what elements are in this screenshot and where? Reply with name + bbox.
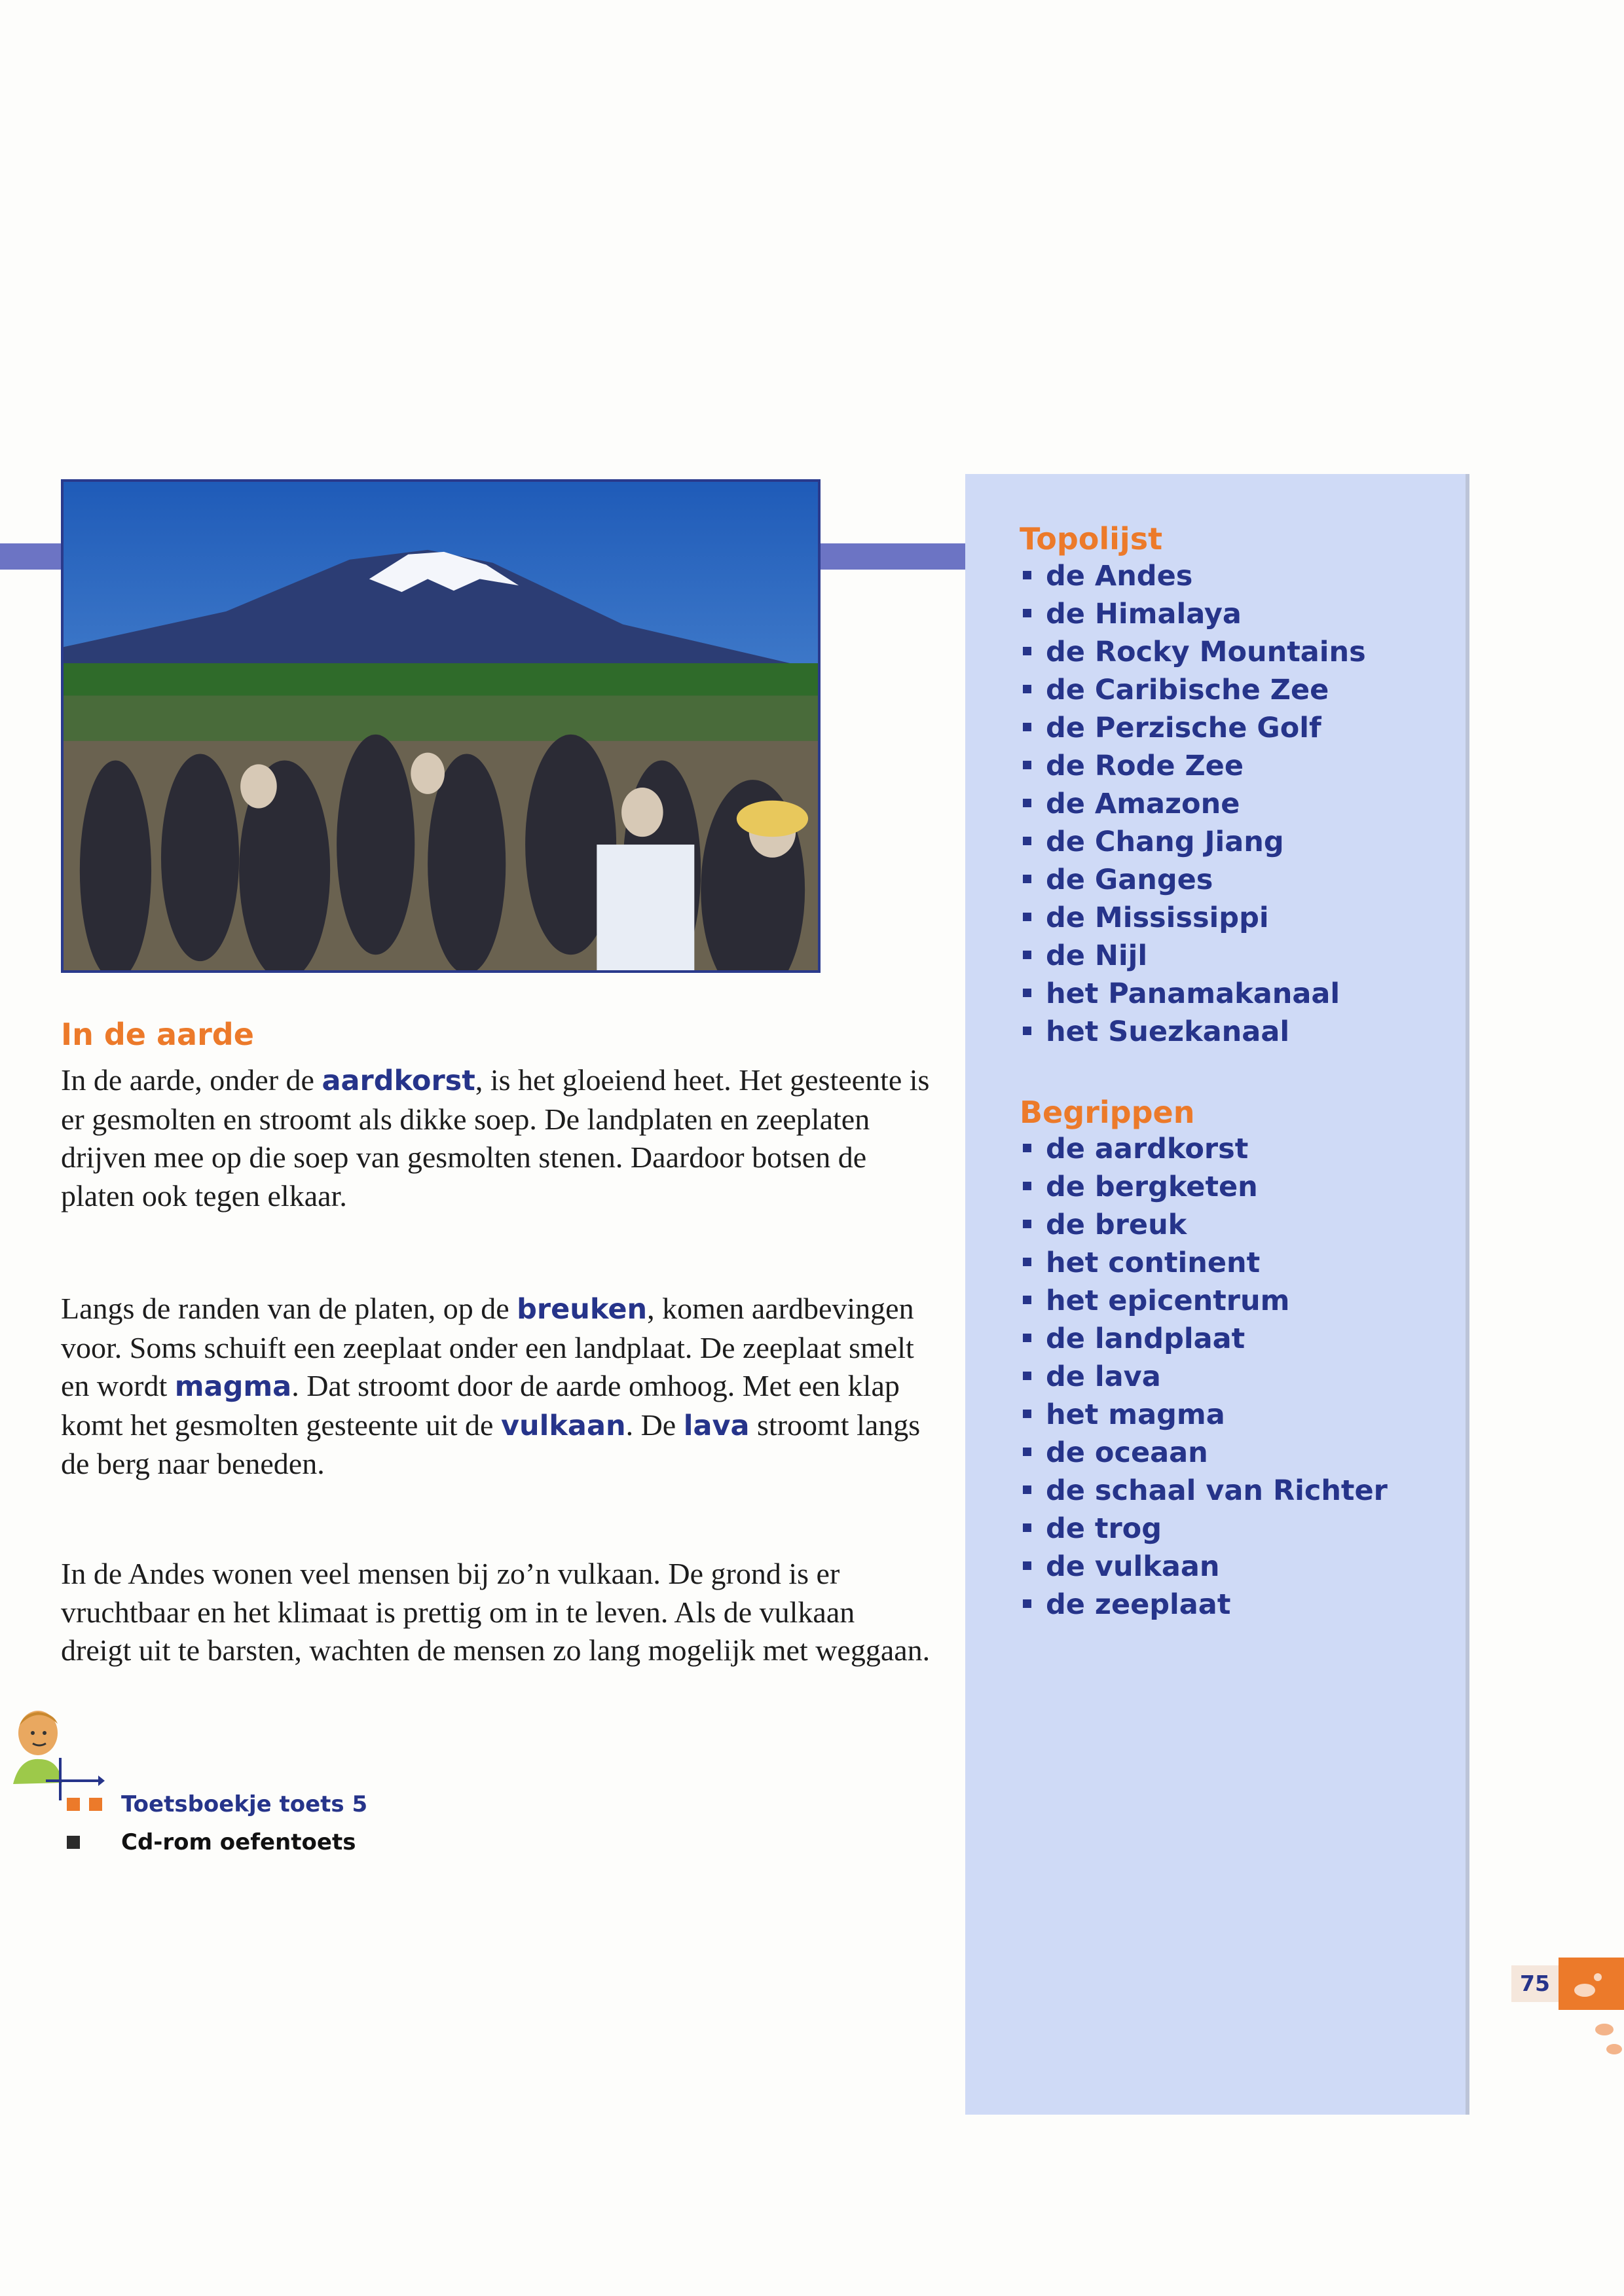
volcano-photo-illustration (64, 482, 818, 970)
list-item: de Rocky Mountains (1023, 633, 1366, 671)
volcano-photo (61, 479, 821, 973)
page-number: 75 (1511, 1965, 1559, 2002)
list-item: de trog (1023, 1510, 1388, 1548)
list-item: de Ganges (1023, 861, 1366, 899)
reference-toetsboekje[interactable]: Toetsboekje toets 5 (121, 1791, 368, 1817)
header-band-right (821, 543, 965, 570)
list-item: de Rode Zee (1023, 747, 1366, 785)
paragraph-2-text-e: stroomt langs de berg naar beneden. (61, 1408, 921, 1480)
bullet-icon (1023, 1599, 1031, 1608)
list-item: de Caribische Zee (1023, 671, 1366, 709)
header-band-left (0, 543, 61, 570)
keyword-magma: magma (174, 1370, 292, 1403)
reference-cdrom[interactable]: Cd-rom oefentoets (121, 1829, 356, 1855)
paragraph-1-text-a: In de aarde, onder de (61, 1063, 322, 1097)
paragraph-2 (61, 1290, 932, 1484)
paragraph-2-text-b: , komen aardbevingen voor. Soms schuift een zeeplaat onder een landplaat. De zeeplaat smelt en wordt (61, 1292, 914, 1402)
list-item: de zeeplaat (1023, 1586, 1388, 1624)
list-item: het Suezkanaal (1023, 1013, 1366, 1051)
keyword-aardkorst: aardkorst (322, 1065, 475, 1097)
keyword-lava: lava (683, 1409, 750, 1442)
bullet-icon (1023, 1561, 1031, 1570)
paragraph-3: In de Andes wonen veel mensen bij zo’n vulkaan. De grond is er vruchtbaar en het klimaat is prettig om in te leven. Als de vulkaan dreigt uit te barsten, wachten de mensen zo lang mogelijk met weggaan. (61, 1557, 931, 1667)
list-item: de aardkorst (1023, 1130, 1388, 1168)
bullet-icon (1023, 1027, 1031, 1035)
bullet-icon (1023, 571, 1031, 579)
keyword-breuken: breuken (517, 1293, 648, 1326)
bullet-icon (1023, 951, 1031, 959)
bullet-icon (1023, 799, 1031, 807)
list-item: de Andes (1023, 557, 1366, 595)
bullet-icon (1023, 875, 1031, 883)
orange-square-icon (89, 1798, 102, 1811)
bullet-icon (1023, 1144, 1031, 1152)
section-title: In de aarde (61, 1017, 254, 1052)
list-item: het continent (1023, 1244, 1388, 1282)
list-item: de breuk (1023, 1206, 1388, 1244)
list-item: de Perzische Golf (1023, 709, 1366, 747)
list-item: het epicentrum (1023, 1282, 1388, 1320)
bullet-icon (1023, 1448, 1031, 1456)
paragraph-2-text-d: . De (625, 1408, 684, 1442)
sidebar-panel (965, 474, 1466, 2115)
bullet-icon (1023, 989, 1031, 997)
paragraph-1-text-b: , is het gloeiend heet. Het gesteente is er gesmolten en stroomt als dikke soep. De landplaten en zeeplaten drijven mee op die soep van gesmolten stenen. Daardoor botsen de platen ook tegen elkaar. (61, 1063, 930, 1212)
paragraph-1 (61, 1061, 932, 1215)
bullet-icon (1023, 837, 1031, 845)
orange-square-icon (67, 1798, 80, 1811)
bullet-icon (1023, 609, 1031, 617)
bullet-icon (1023, 1372, 1031, 1380)
list-item: de Nijl (1023, 937, 1366, 975)
list-item: de Mississippi (1023, 899, 1366, 937)
list-item: de Amazone (1023, 785, 1366, 823)
list-item: de bergketen (1023, 1168, 1388, 1206)
list-item: de schaal van Richter (1023, 1472, 1388, 1510)
paragraph-2-text-c: . Dat stroomt door de aarde omhoog. Met een klap komt het gesmolten gesteente uit de (61, 1369, 900, 1442)
bullet-icon (1023, 913, 1031, 921)
begrippen-title: Begrippen (1020, 1095, 1195, 1130)
list-item: de landplaat (1023, 1320, 1388, 1358)
bullet-icon (1023, 1220, 1031, 1228)
bullet-icon (1023, 1410, 1031, 1418)
list-item: de lava (1023, 1358, 1388, 1396)
list-item: de Chang Jiang (1023, 823, 1366, 861)
list-item: het magma (1023, 1396, 1388, 1434)
list-item: de Himalaya (1023, 595, 1366, 633)
student-pointing-icon (7, 1705, 105, 1804)
topolijst-list (1023, 557, 1366, 1051)
list-item: de vulkaan (1023, 1548, 1388, 1586)
bullet-icon (1023, 761, 1031, 769)
bullet-icon (1023, 647, 1031, 655)
footprint-icon (1559, 1958, 1624, 2069)
list-item: het Panamakanaal (1023, 975, 1366, 1013)
list-item: de oceaan (1023, 1434, 1388, 1472)
bullet-icon (1023, 1296, 1031, 1304)
bullet-icon (1023, 1258, 1031, 1266)
bullet-icon (1023, 1485, 1031, 1494)
bullet-icon (1023, 1182, 1031, 1190)
paragraph-2-text-a: Langs de randen van de platen, op de (61, 1292, 517, 1325)
bullet-icon (1023, 1523, 1031, 1532)
begrippen-list (1023, 1130, 1388, 1624)
bullet-icon (1023, 685, 1031, 693)
keyword-vulkaan: vulkaan (500, 1409, 626, 1442)
bullet-icon (1023, 1334, 1031, 1342)
bullet-icon (1023, 723, 1031, 731)
topolijst-title: Topolijst (1020, 521, 1163, 556)
black-square-icon (67, 1836, 80, 1849)
